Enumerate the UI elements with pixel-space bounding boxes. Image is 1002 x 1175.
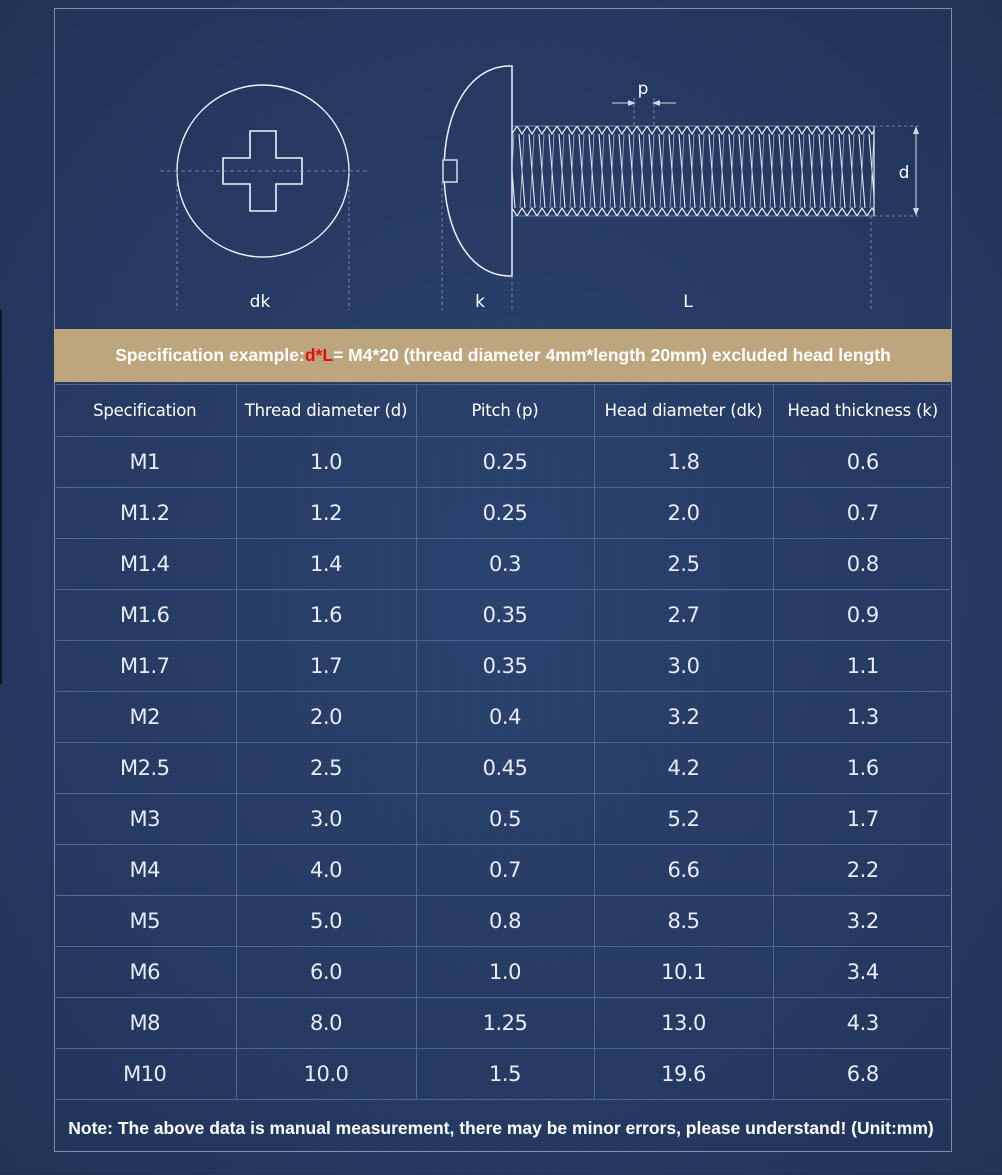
- head-thickness-cell: 0.7: [773, 488, 952, 539]
- header-pitch: Pitch (p): [416, 385, 594, 437]
- pitch-cell: 1.25: [416, 998, 594, 1049]
- head-thickness-cell: 6.8: [773, 1049, 952, 1100]
- pitch-cell: 1.0: [416, 947, 594, 998]
- head-diameter-cell: 2.7: [594, 590, 773, 641]
- dk-label: dk: [249, 292, 271, 312]
- spec-cell: M6: [54, 947, 236, 998]
- table-row: [54, 590, 952, 641]
- spec-cell: M3: [54, 794, 236, 845]
- spec-cell: M1.7: [54, 641, 236, 692]
- pitch-cell: 0.35: [416, 641, 594, 692]
- k-label: k: [475, 292, 485, 312]
- table-row: [54, 437, 952, 488]
- table-row: [54, 692, 952, 743]
- thread-diameter-cell: 10.0: [236, 1049, 416, 1100]
- banner-star: *: [315, 345, 323, 365]
- spec-cell: M1.6: [54, 590, 236, 641]
- thread-diameter-cell: 1.7: [236, 641, 416, 692]
- measurement-note: Note: The above data is manual measurement, there may be minor errors, please understand! (Unit:mm): [68, 1118, 934, 1138]
- L-label: L: [683, 292, 693, 312]
- head-thickness-cell: 1.3: [773, 692, 952, 743]
- spec-cell: M2: [54, 692, 236, 743]
- spec-cell: M4: [54, 845, 236, 896]
- pitch-cell: 0.3: [416, 539, 594, 590]
- thread-diameter-cell: 6.0: [236, 947, 416, 998]
- banner-L: L: [322, 345, 334, 365]
- pitch-cell: 0.7: [416, 845, 594, 896]
- table-row: [54, 794, 952, 845]
- pitch-cell: 0.5: [416, 794, 594, 845]
- thread-diameter-cell: 3.0: [236, 794, 416, 845]
- p-label: p: [637, 79, 649, 99]
- spec-cell: M2.5: [54, 743, 236, 794]
- table-row: [54, 998, 952, 1049]
- left-edge-line: [0, 310, 2, 684]
- thread-diameter-cell: 1.2: [236, 488, 416, 539]
- table-row: [54, 488, 952, 539]
- head-diameter-cell: 19.6: [594, 1049, 773, 1100]
- thread-diameter-cell: 1.6: [236, 590, 416, 641]
- screw-diagram: [0, 0, 1002, 330]
- banner-prefix: Specification example:: [115, 345, 305, 365]
- header-thread-diameter: Thread diameter (d): [236, 385, 416, 437]
- head-thickness-cell: 0.8: [773, 539, 952, 590]
- head-diameter-cell: 2.5: [594, 539, 773, 590]
- spec-cell: M8: [54, 998, 236, 1049]
- pitch-cell: 0.4: [416, 692, 594, 743]
- thread-diameter-cell: 1.4: [236, 539, 416, 590]
- thread-diameter-cell: 8.0: [236, 998, 416, 1049]
- head-thickness-cell: 1.7: [773, 794, 952, 845]
- head-diameter-cell: 13.0: [594, 998, 773, 1049]
- spec-cell: M1.4: [54, 539, 236, 590]
- thread-diameter-cell: 1.0: [236, 437, 416, 488]
- head-diameter-cell: 10.1: [594, 947, 773, 998]
- table-row: [54, 1049, 952, 1100]
- table-body: [54, 437, 952, 1100]
- pitch-cell: 1.5: [416, 1049, 594, 1100]
- table-row: [54, 947, 952, 998]
- specification-example-banner: [54, 329, 952, 382]
- thread-diameter-cell: 5.0: [236, 896, 416, 947]
- header-head-diameter: Head diameter (dk): [594, 385, 773, 437]
- table-row: [54, 743, 952, 794]
- head-thickness-cell: 0.9: [773, 590, 952, 641]
- pitch-cell: 0.35: [416, 590, 594, 641]
- head-diameter-cell: 5.2: [594, 794, 773, 845]
- head-thickness-cell: 4.3: [773, 998, 952, 1049]
- table-row: [54, 845, 952, 896]
- header-specification: Specification: [54, 385, 236, 437]
- head-thickness-cell: 0.6: [773, 437, 952, 488]
- pitch-cell: 0.25: [416, 437, 594, 488]
- table-row: [54, 641, 952, 692]
- head-diameter-cell: 6.6: [594, 845, 773, 896]
- phillips-head-top-view-icon: [160, 85, 368, 310]
- pitch-cell: 0.8: [416, 896, 594, 947]
- table-row: [54, 896, 952, 947]
- spec-cell: M1: [54, 437, 236, 488]
- specification-table: [54, 384, 952, 1100]
- head-thickness-cell: 2.2: [773, 845, 952, 896]
- head-diameter-cell: 2.0: [594, 488, 773, 539]
- head-thickness-cell: 1.1: [773, 641, 952, 692]
- head-diameter-cell: 8.5: [594, 896, 773, 947]
- spec-cell: M5: [54, 896, 236, 947]
- head-diameter-cell: 3.0: [594, 641, 773, 692]
- screw-side-view-icon: [442, 66, 922, 310]
- pitch-cell: 0.45: [416, 743, 594, 794]
- table-row: [54, 539, 952, 590]
- head-diameter-cell: 1.8: [594, 437, 773, 488]
- head-thickness-cell: 1.6: [773, 743, 952, 794]
- thread-diameter-cell: 2.5: [236, 743, 416, 794]
- spec-cell: M10: [54, 1049, 236, 1100]
- head-thickness-cell: 3.4: [773, 947, 952, 998]
- spec-cell: M1.2: [54, 488, 236, 539]
- head-thickness-cell: 3.2: [773, 896, 952, 947]
- header-head-thickness: Head thickness (k): [773, 385, 952, 437]
- head-diameter-cell: 3.2: [594, 692, 773, 743]
- banner-d: d: [304, 345, 316, 365]
- head-diameter-cell: 4.2: [594, 743, 773, 794]
- thread-diameter-cell: 2.0: [236, 692, 416, 743]
- d-label: d: [898, 163, 910, 183]
- thread-diameter-cell: 4.0: [236, 845, 416, 896]
- table-header-row: [54, 385, 952, 437]
- pitch-cell: 0.25: [416, 488, 594, 539]
- banner-rest: = M4*20 (thread diameter 4mm*length 20mm) excluded head length: [333, 345, 891, 365]
